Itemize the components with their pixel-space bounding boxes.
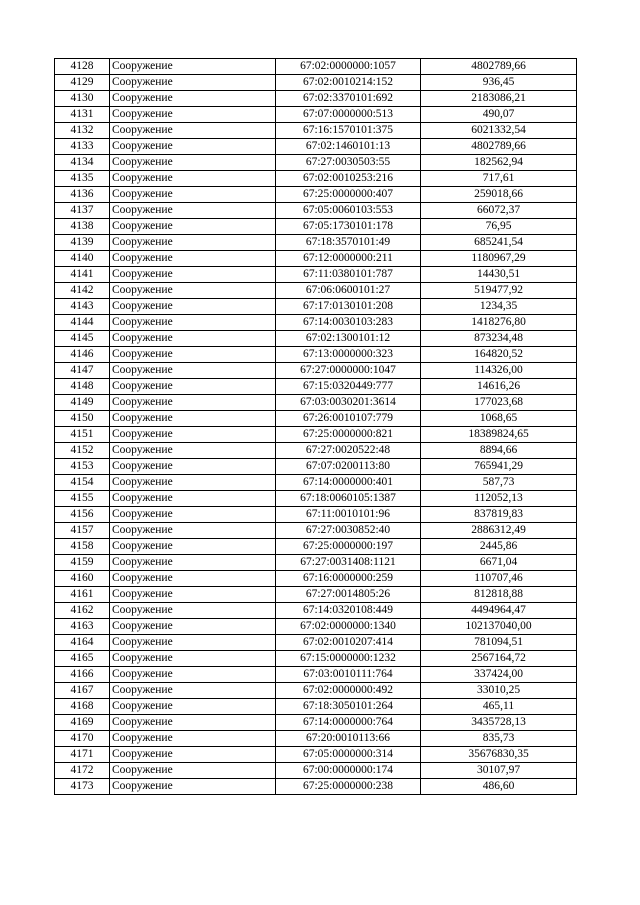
row-number-cell: 4155 [55,491,110,507]
object-type-cell: Сооружение [110,107,276,123]
value-cell: 1068,65 [421,411,577,427]
table-row [55,619,577,635]
value-cell: 76,95 [421,219,577,235]
row-number-cell: 4162 [55,603,110,619]
object-type-cell: Сооружение [110,491,276,507]
table-row [55,171,577,187]
object-type-cell: Сооружение [110,347,276,363]
value-cell: 35676830,35 [421,747,577,763]
object-type-cell: Сооружение [110,91,276,107]
row-number-cell: 4147 [55,363,110,379]
object-type-cell: Сооружение [110,699,276,715]
object-type-cell: Сооружение [110,331,276,347]
value-cell: 2183086,21 [421,91,577,107]
row-number-cell: 4151 [55,427,110,443]
cadastral-number-cell: 67:00:0000000:174 [276,763,421,779]
object-type-cell: Сооружение [110,251,276,267]
value-cell: 685241,54 [421,235,577,251]
row-number-cell: 4159 [55,555,110,571]
row-number-cell: 4144 [55,315,110,331]
row-number-cell: 4161 [55,587,110,603]
row-number-cell: 4150 [55,411,110,427]
row-number-cell: 4169 [55,715,110,731]
value-cell: 66072,37 [421,203,577,219]
cadastral-number-cell: 67:18:3570101:49 [276,235,421,251]
cadastral-number-cell: 67:05:0000000:314 [276,747,421,763]
cadastral-number-cell: 67:14:0320108:449 [276,603,421,619]
row-number-cell: 4130 [55,91,110,107]
row-number-cell: 4135 [55,171,110,187]
object-type-cell: Сооружение [110,203,276,219]
object-type-cell: Сооружение [110,395,276,411]
row-number-cell: 4163 [55,619,110,635]
row-number-cell: 4156 [55,507,110,523]
cadastral-number-cell: 67:18:3050101:264 [276,699,421,715]
row-number-cell: 4170 [55,731,110,747]
table-row [55,635,577,651]
cadastral-number-cell: 67:11:0010101:96 [276,507,421,523]
value-cell: 112052,13 [421,491,577,507]
row-number-cell: 4164 [55,635,110,651]
value-cell: 14616,26 [421,379,577,395]
row-number-cell: 4129 [55,75,110,91]
row-number-cell: 4133 [55,139,110,155]
object-type-cell: Сооружение [110,763,276,779]
object-type-cell: Сооружение [110,555,276,571]
value-cell: 2567164,72 [421,651,577,667]
value-cell: 781094,51 [421,635,577,651]
table-row [55,91,577,107]
object-type-cell: Сооружение [110,235,276,251]
value-cell: 873234,48 [421,331,577,347]
table-row [55,523,577,539]
row-number-cell: 4149 [55,395,110,411]
table-row [55,123,577,139]
table-row [55,235,577,251]
cadastral-number-cell: 67:02:3370101:692 [276,91,421,107]
object-type-cell: Сооружение [110,155,276,171]
value-cell: 486,60 [421,779,577,795]
cadastral-number-cell: 67:02:0000000:492 [276,683,421,699]
value-cell: 6671,04 [421,555,577,571]
object-type-cell: Сооружение [110,59,276,75]
value-cell: 14430,51 [421,267,577,283]
object-type-cell: Сооружение [110,747,276,763]
row-number-cell: 4160 [55,571,110,587]
object-type-cell: Сооружение [110,315,276,331]
table-row [55,203,577,219]
object-type-cell: Сооружение [110,683,276,699]
value-cell: 2886312,49 [421,523,577,539]
cadastral-number-cell: 67:25:0000000:821 [276,427,421,443]
row-number-cell: 4131 [55,107,110,123]
cadastral-number-cell: 67:15:0000000:1232 [276,651,421,667]
cadastral-number-cell: 67:25:0000000:197 [276,539,421,555]
row-number-cell: 4128 [55,59,110,75]
row-number-cell: 4141 [55,267,110,283]
value-cell: 33010,25 [421,683,577,699]
cadastral-number-cell: 67:18:0060105:1387 [276,491,421,507]
table-row [55,507,577,523]
cadastral-number-cell: 67:02:0010214:152 [276,75,421,91]
row-number-cell: 4173 [55,779,110,795]
row-number-cell: 4142 [55,283,110,299]
object-type-cell: Сооружение [110,299,276,315]
cadastral-number-cell: 67:13:0000000:323 [276,347,421,363]
value-cell: 259018,66 [421,187,577,203]
table-row [55,491,577,507]
row-number-cell: 4146 [55,347,110,363]
row-number-cell: 4139 [55,235,110,251]
cadastral-number-cell: 67:06:0600101:27 [276,283,421,299]
value-cell: 30107,97 [421,763,577,779]
object-type-cell: Сооружение [110,411,276,427]
object-type-cell: Сооружение [110,731,276,747]
table-row [55,299,577,315]
table-row [55,75,577,91]
table-row [55,571,577,587]
cadastral-number-cell: 67:27:0020522:48 [276,443,421,459]
value-cell: 717,61 [421,171,577,187]
cadastral-number-cell: 67:17:0130101:208 [276,299,421,315]
object-type-cell: Сооружение [110,187,276,203]
object-type-cell: Сооружение [110,523,276,539]
value-cell: 164820,52 [421,347,577,363]
object-type-cell: Сооружение [110,443,276,459]
table-row [55,139,577,155]
row-number-cell: 4168 [55,699,110,715]
object-type-cell: Сооружение [110,75,276,91]
table-row [55,219,577,235]
cadastral-number-cell: 67:16:0000000:259 [276,571,421,587]
table-row [55,379,577,395]
row-number-cell: 4132 [55,123,110,139]
cadastral-number-cell: 67:05:1730101:178 [276,219,421,235]
cadastral-number-cell: 67:14:0030103:283 [276,315,421,331]
table-row [55,331,577,347]
value-cell: 812818,88 [421,587,577,603]
cadastral-number-cell: 67:02:0010253:216 [276,171,421,187]
value-cell: 465,11 [421,699,577,715]
object-type-cell: Сооружение [110,779,276,795]
row-number-cell: 4172 [55,763,110,779]
object-type-cell: Сооружение [110,715,276,731]
value-cell: 1180967,29 [421,251,577,267]
table-row [55,715,577,731]
value-cell: 337424,00 [421,667,577,683]
table-row [55,155,577,171]
object-type-cell: Сооружение [110,219,276,235]
object-type-cell: Сооружение [110,603,276,619]
value-cell: 837819,83 [421,507,577,523]
table-row [55,459,577,475]
cadastral-number-cell: 67:15:0320449:777 [276,379,421,395]
cadastral-number-cell: 67:07:0000000:513 [276,107,421,123]
table-row [55,475,577,491]
table-row [55,779,577,795]
row-number-cell: 4158 [55,539,110,555]
object-type-cell: Сооружение [110,267,276,283]
table-row [55,603,577,619]
cadastral-number-cell: 67:02:1300101:12 [276,331,421,347]
table-row [55,267,577,283]
object-type-cell: Сооружение [110,459,276,475]
cadastral-number-cell: 67:02:0010207:414 [276,635,421,651]
object-type-cell: Сооружение [110,619,276,635]
table-row [55,555,577,571]
value-cell: 177023,68 [421,395,577,411]
row-number-cell: 4166 [55,667,110,683]
value-cell: 4802789,66 [421,139,577,155]
object-type-cell: Сооружение [110,667,276,683]
value-cell: 587,73 [421,475,577,491]
table-row [55,651,577,667]
table-row [55,587,577,603]
object-type-cell: Сооружение [110,171,276,187]
value-cell: 110707,46 [421,571,577,587]
table-row [55,667,577,683]
row-number-cell: 4154 [55,475,110,491]
value-cell: 2445,86 [421,539,577,555]
cadastral-number-cell: 67:25:0000000:407 [276,187,421,203]
value-cell: 835,73 [421,731,577,747]
table-row [55,731,577,747]
value-cell: 8894,66 [421,443,577,459]
object-type-cell: Сооружение [110,635,276,651]
table-row [55,747,577,763]
value-cell: 114326,00 [421,363,577,379]
table-row [55,699,577,715]
row-number-cell: 4136 [55,187,110,203]
cadastral-number-cell: 67:27:0030503:55 [276,155,421,171]
value-cell: 936,45 [421,75,577,91]
row-number-cell: 4138 [55,219,110,235]
cadastral-number-cell: 67:07:0200113:80 [276,459,421,475]
table-row [55,107,577,123]
cadastral-number-cell: 67:03:0030201:3614 [276,395,421,411]
cadastral-number-cell: 67:27:0000000:1047 [276,363,421,379]
row-number-cell: 4165 [55,651,110,667]
table-row [55,411,577,427]
table-row [55,251,577,267]
cadastral-number-cell: 67:27:0030852:40 [276,523,421,539]
table-row [55,395,577,411]
cadastral-number-cell: 67:25:0000000:238 [276,779,421,795]
table-row [55,763,577,779]
table-body [55,59,577,795]
value-cell: 1418276,80 [421,315,577,331]
cadastral-number-cell: 67:02:0000000:1340 [276,619,421,635]
cadastral-number-cell: 67:11:0380101:787 [276,267,421,283]
cadastral-number-cell: 67:14:0000000:401 [276,475,421,491]
value-cell: 1234,35 [421,299,577,315]
cadastral-number-cell: 67:14:0000000:764 [276,715,421,731]
cadastral-number-cell: 67:20:0010113:66 [276,731,421,747]
table-row [55,347,577,363]
cadastral-number-cell: 67:05:0060103:553 [276,203,421,219]
value-cell: 765941,29 [421,459,577,475]
property-table [54,58,577,795]
cadastral-number-cell: 67:12:0000000:211 [276,251,421,267]
value-cell: 519477,92 [421,283,577,299]
value-cell: 182562,94 [421,155,577,171]
row-number-cell: 4167 [55,683,110,699]
object-type-cell: Сооружение [110,651,276,667]
object-type-cell: Сооружение [110,283,276,299]
table-row [55,315,577,331]
cadastral-number-cell: 67:27:0031408:1121 [276,555,421,571]
cadastral-number-cell: 67:02:0000000:1057 [276,59,421,75]
cadastral-number-cell: 67:26:0010107:779 [276,411,421,427]
cadastral-number-cell: 67:03:0010111:764 [276,667,421,683]
row-number-cell: 4152 [55,443,110,459]
row-number-cell: 4140 [55,251,110,267]
table-row [55,443,577,459]
row-number-cell: 4171 [55,747,110,763]
object-type-cell: Сооружение [110,571,276,587]
object-type-cell: Сооружение [110,123,276,139]
table-row [55,683,577,699]
object-type-cell: Сооружение [110,379,276,395]
row-number-cell: 4153 [55,459,110,475]
value-cell: 4802789,66 [421,59,577,75]
object-type-cell: Сооружение [110,507,276,523]
object-type-cell: Сооружение [110,475,276,491]
row-number-cell: 4137 [55,203,110,219]
table-row [55,363,577,379]
row-number-cell: 4143 [55,299,110,315]
cadastral-number-cell: 67:27:0014805:26 [276,587,421,603]
cadastral-number-cell: 67:02:1460101:13 [276,139,421,155]
value-cell: 490,07 [421,107,577,123]
value-cell: 4494964,47 [421,603,577,619]
value-cell: 18389824,65 [421,427,577,443]
object-type-cell: Сооружение [110,587,276,603]
value-cell: 102137040,00 [421,619,577,635]
row-number-cell: 4134 [55,155,110,171]
value-cell: 3435728,13 [421,715,577,731]
object-type-cell: Сооружение [110,363,276,379]
row-number-cell: 4148 [55,379,110,395]
table-row [55,187,577,203]
value-cell: 6021332,54 [421,123,577,139]
object-type-cell: Сооружение [110,427,276,443]
object-type-cell: Сооружение [110,539,276,555]
row-number-cell: 4145 [55,331,110,347]
cadastral-number-cell: 67:16:1570101:375 [276,123,421,139]
table-row [55,427,577,443]
table-row [55,59,577,75]
table-row [55,283,577,299]
table-row [55,539,577,555]
row-number-cell: 4157 [55,523,110,539]
object-type-cell: Сооружение [110,139,276,155]
